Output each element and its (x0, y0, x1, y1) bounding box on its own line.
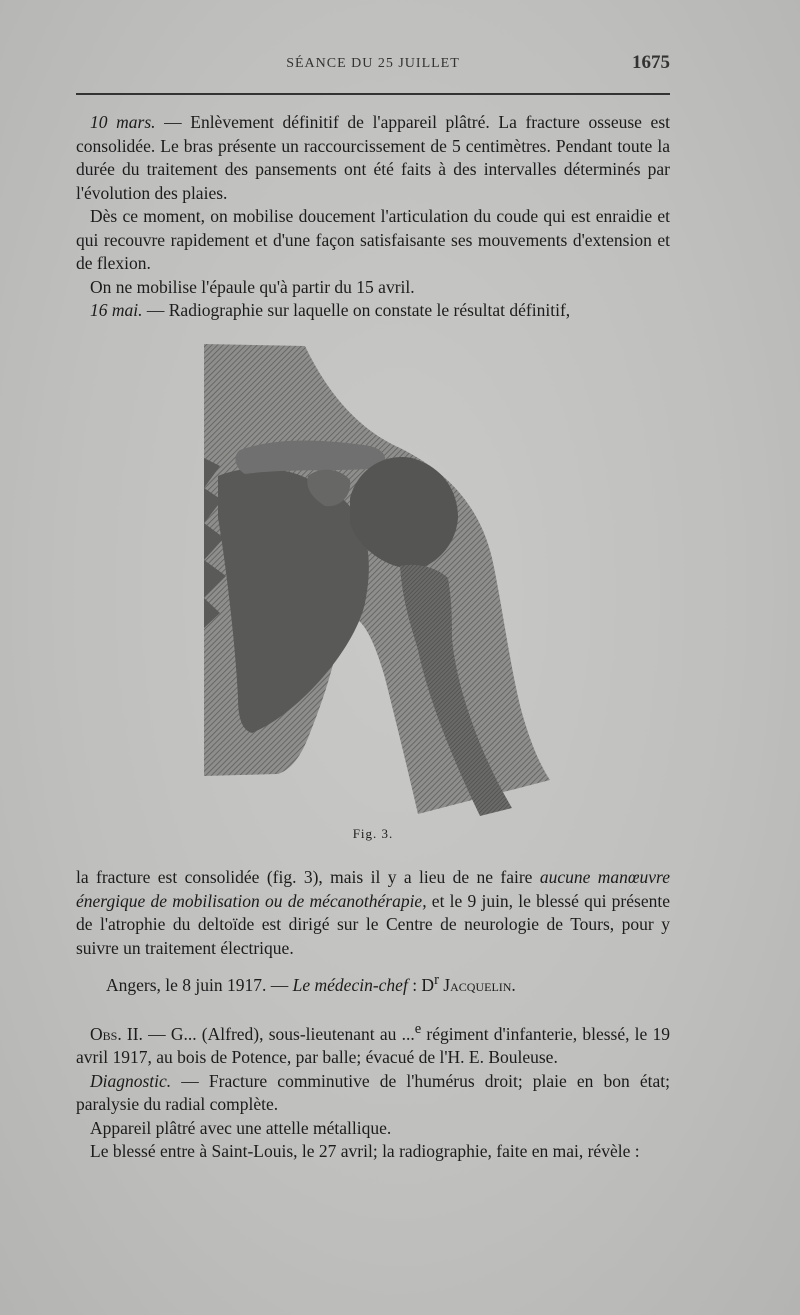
paragraph-fracture-text-a: la fracture est consolidée (fig. 3), mais il y a lieu de ne faire (76, 867, 540, 887)
signature-place-date: Angers, le 8 juin 1917. — (106, 974, 293, 995)
paragraph-10-mars-text: — Enlèvement définitif de l'appareil plâtré. La fracture osseuse est consolidée. Le bras présente un raccourcissement de 5 centimètres. Pendant toute la durée du traitement des pansements ont été faits à des intervalles déterminés par l'évolution des plaies. (76, 112, 671, 203)
obs-label: Obs. II. (90, 1023, 143, 1044)
diagnostic-text: — Fracture comminutive de l'humérus droit; plaie en bon état; paralysie du radial complète. (76, 1070, 670, 1115)
text-block-top (76, 111, 670, 323)
page-number: 1675 (632, 52, 670, 73)
signature-separator: : D (407, 974, 435, 995)
obs-text-b: régiment d'infanterie, blessé, le 19 avril 1917, au bois de Potence, par balle; évacué de l'H. E. Bouleuse. (76, 1023, 671, 1068)
date-16-mai: 16 mai. (90, 300, 143, 320)
paragraph-fracture-consolidee (76, 866, 670, 960)
signature-role: Le médecin-chef (292, 974, 408, 995)
paragraph-10-mars (76, 111, 670, 205)
obs-text-a: — G... (Alfred), sous-lieutenant au ... (142, 1023, 415, 1044)
header-rule (76, 93, 670, 95)
paragraph-fracture-text-b: et le 9 juin, le blessé qui présente de l'atrophie du deltoïde est dirigé sur le Centre de neurologie de Tours, pour y suivre un traitement électrique. (76, 890, 670, 958)
paragraph-saint-louis: Le blessé entre à Saint-Louis, le 27 avril; la radiographie, faite en mai, révèle : (90, 1141, 640, 1162)
paragraph-mobilisation-epaule: On ne mobilise l'épaule qu'à partir du 15 avril. (90, 276, 415, 297)
header-title: SÉANCE DU 25 JUILLET (286, 56, 460, 71)
paragraph-16-mai (76, 299, 670, 323)
clavicle-bone-shape (235, 441, 385, 475)
paragraph-obs-ii (76, 1018, 670, 1070)
paragraph-diagnostic (76, 1070, 670, 1117)
text-block-bottom (76, 1018, 670, 1164)
obs-sup: e (414, 1021, 422, 1037)
paragraph-16-mai-text: — Radiographie sur laquelle on constate le résultat définitif, (142, 300, 571, 320)
diagnostic-label: Diagnostic. (90, 1070, 172, 1091)
signature-sup: r (434, 972, 439, 988)
text-block-middle (76, 866, 670, 960)
signature-line (76, 968, 670, 997)
figure-caption: Fig. 3. (352, 826, 394, 841)
paragraph-mobilisation-coude: Dès ce moment, on mobilise doucement l'articulation du coude qui est enraidie et qui recouvre rapidement et d'une façon satisfaisante ses mouvements d'extension et de flexion. (76, 206, 670, 273)
signature-name: Jacquelin. (438, 974, 516, 995)
scapula-bone-shape (218, 468, 369, 733)
paragraph-appareil: Appareil plâtré avec une attelle métallique. (90, 1117, 392, 1138)
date-10-mars: 10 mars. (90, 112, 156, 132)
running-header (76, 52, 670, 80)
radiograph-figure (190, 338, 552, 816)
paragraph-fracture-italic: aucune manœuvre énergique de mobilisation ou de mécanothérapie, (76, 867, 670, 911)
